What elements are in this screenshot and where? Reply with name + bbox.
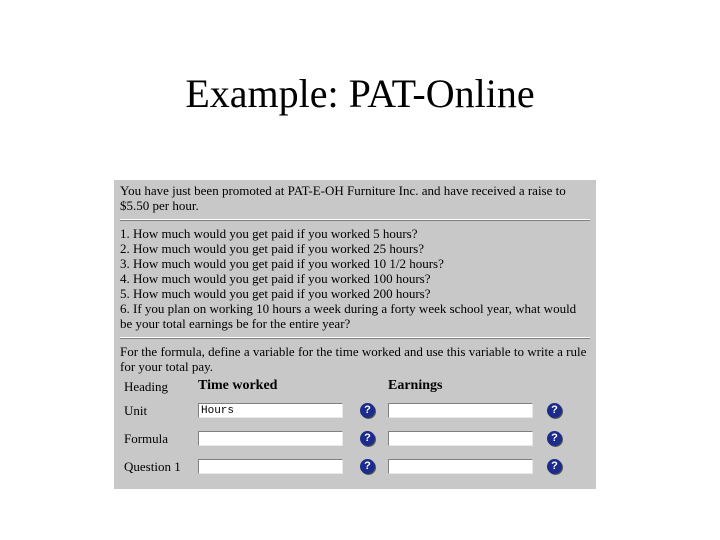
question-item: 2. How much would you get paid if you worked 25 hours? — [120, 241, 425, 256]
question-item: 5. How much would you get paid if you worked 200 hours? — [120, 286, 431, 301]
question-item: 1. How much would you get paid if you worked 5 hours? — [120, 226, 418, 241]
pat-online-panel — [114, 180, 596, 489]
help-icon[interactable]: ? — [547, 459, 562, 474]
answer-table — [120, 375, 590, 483]
table-row — [120, 455, 590, 483]
question-1-time-worked-input[interactable] — [198, 459, 343, 474]
heading-label: Heading — [124, 379, 169, 394]
col-heading-time-worked: Time worked — [198, 378, 278, 393]
help-icon[interactable]: ? — [360, 459, 375, 474]
divider — [120, 219, 590, 221]
table-row — [120, 427, 590, 455]
question-item: 6. If you plan on working 10 hours a week during a forty week school year, what would be your total earnings be for the entire year? — [120, 301, 577, 331]
row-label-unit: Unit — [124, 403, 148, 418]
formula-time-worked-input[interactable] — [198, 431, 343, 446]
divider — [120, 337, 590, 339]
table-row — [120, 399, 590, 427]
col-heading-earnings: Earnings — [388, 378, 443, 393]
formula-earnings-input[interactable] — [388, 431, 533, 446]
help-icon[interactable]: ? — [360, 431, 375, 446]
row-label-question-1: Question 1 — [124, 459, 181, 474]
formula-instruction: For the formula, define a variable for the time worked and use this variable to write a rule for your total pay. — [120, 344, 587, 374]
slide-title: Example: PAT-Online — [185, 71, 535, 116]
question-item: 3. How much would you get paid if you worked 10 1/2 hours? — [120, 256, 444, 271]
question-1-earnings-input[interactable] — [388, 459, 533, 474]
question-list — [120, 226, 590, 331]
help-icon[interactable]: ? — [547, 403, 562, 418]
table-header-row — [120, 375, 590, 399]
help-icon[interactable]: ? — [360, 403, 375, 418]
unit-earnings-input[interactable] — [388, 403, 533, 418]
question-item: 4. How much would you get paid if you worked 100 hours? — [120, 271, 431, 286]
help-icon[interactable]: ? — [547, 431, 562, 446]
row-label-formula: Formula — [124, 431, 169, 446]
problem-intro: You have just been promoted at PAT-E-OH Furniture Inc. and have received a raise to $5.50 per hour. — [120, 183, 566, 213]
unit-time-worked-input[interactable] — [198, 403, 343, 418]
